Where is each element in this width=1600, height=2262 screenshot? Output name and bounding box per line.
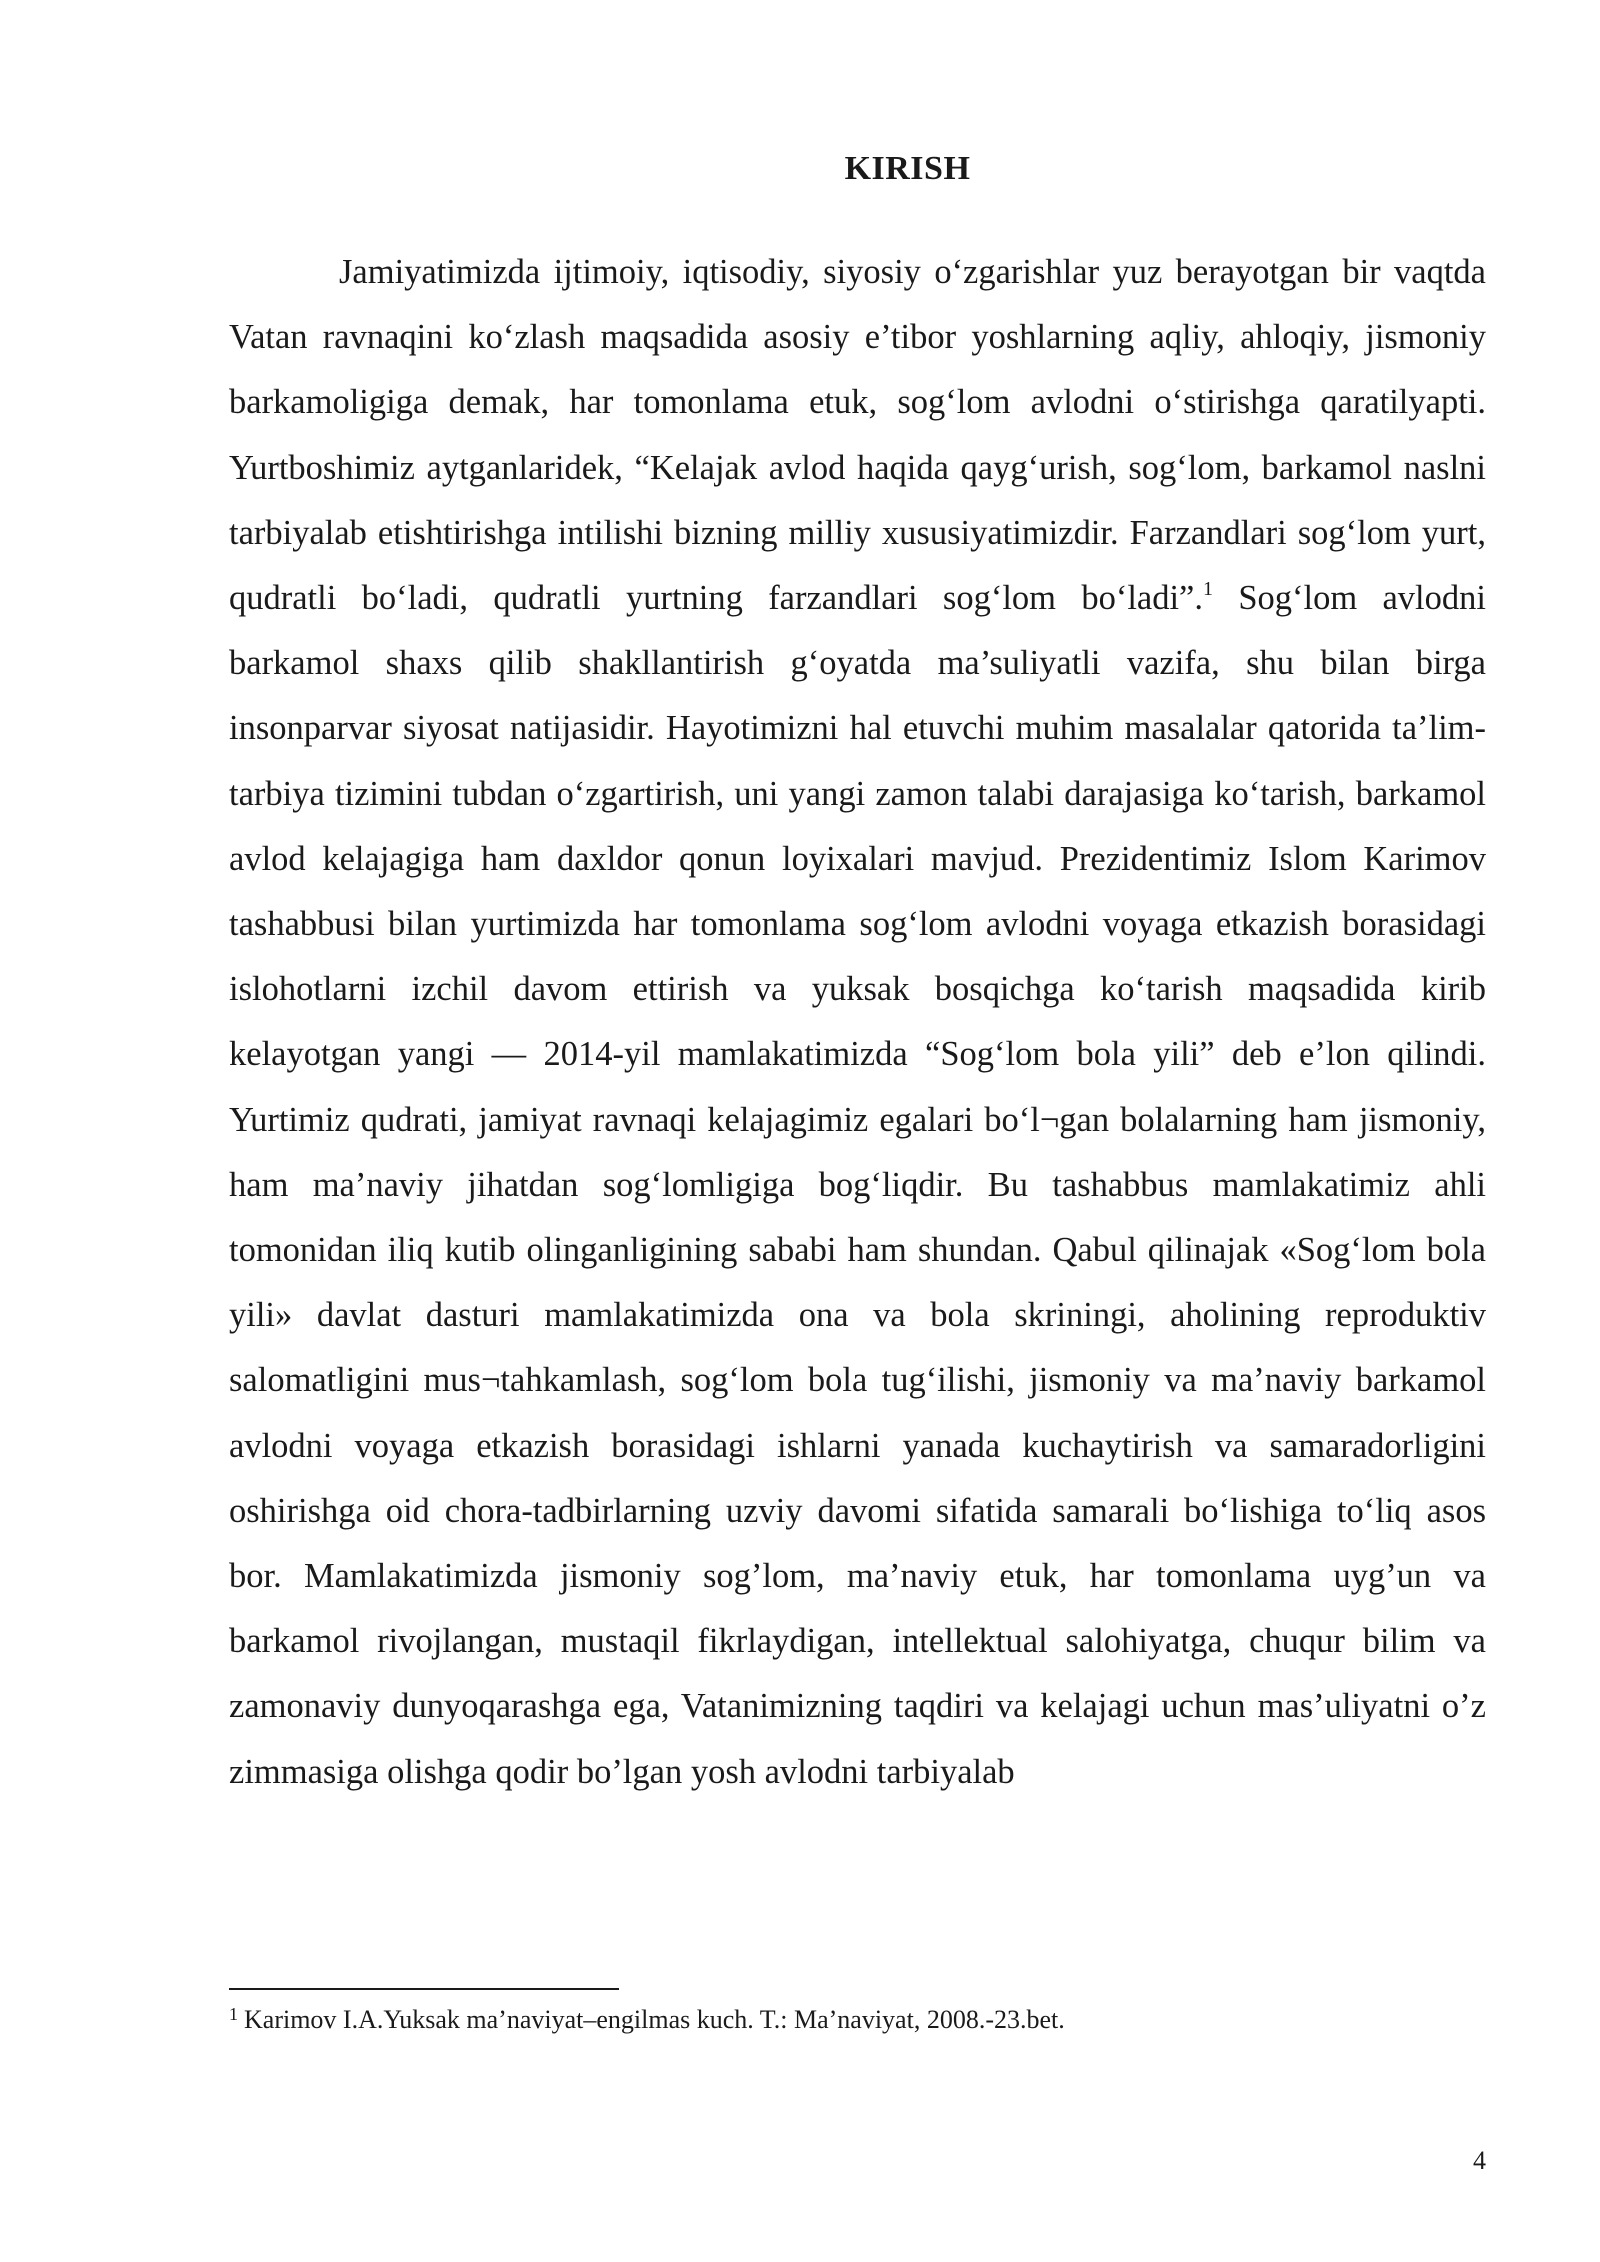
footnote-marker: 1 [229,2004,238,2024]
paragraph-text-before-note: Jamiyatimizda ijtimoiy, iqtisodiy, siyosiy o‘zgarishlar yuz berayotgan bir vaqtda Vatan ravnaqini ko‘zlash maqsadida asosiy e’tibor yoshlarning aqliy, ahloqiy, jismoniy barkamoligiga demak, har tomonlama etuk, sog‘lom avlodni o‘stirishga qaratilyapti. Yurtboshimiz aytganlaridek, “Kelajak avlod haqida qayg‘urish, sog‘lom, barkamol naslni tarbiyalab etishtirishga intilishi bizning milliy xususiyatimizdir. Farzandlari sog‘lom yurt, qudratli bo‘ladi, qudratli yurtning farzandlari sog‘lom bo‘ladi”. [229,253,1486,618]
footnote-text: Karimov I.A.Yuksak ma’naviyat–engilmas kuch. T.: Ma’naviyat, 2008.-23.bet. [244,2005,1065,2034]
paragraph-text-after-note: Sog‘lom avlodni barkamol shaxs qilib shakllantirish g‘oyatda ma’suliyatli vazifa, shu bilan birga insonparvar siyosat natijasidir. Hayotimizni hal etuvchi muhim masalalar qatorida ta’lim-tarbiya tizimini tubdan o‘zgartirish, uni yangi zamon talabi darajasiga ko‘tarish, barkamol avlod kelajagiga ham daxldor qonun loyixalari mavjud. Prezidentimiz Islom Karimov tashabbusi bilan yurtimizda har tomonlama sog‘lom avlodni voyaga etkazish borasidagi islohotlarni izchil davom ettirish va yuksak bosqichga ko‘tarish maqsadida kirib kelayotgan yangi — 2014-yil mamlakatimizda “Sog‘lom bola yili” deb e’lon qilindi. Yurtimiz qudrati, jamiyat ravnaqi kelajagimiz egalari bo‘l¬gan bolalarning ham jismoniy, ham ma’naviy jihatdan sog‘lomligiga bog‘liqdir. Bu tashabbus mamlakatimiz ahli tomonidan iliq kutib olinganligining sababi ham shundan. Qabul qilinajak «Sog‘lom bola yili» davlat dasturi mamlakatimizda ona va bola skriningi, aholining reproduktiv salomatligini mus¬tahkamlash, sog‘lom bola tug‘ilishi, jismoniy va ma’naviy barkamol avlodni voyaga etkazish borasidagi ishlarni yanada kuchaytirish va samaradorligini oshirishga oid chora-tadbirlarning uzviy davomi sifatida samarali bo‘lishiga to‘liq asos bor. Mamlakatimizda jismoniy sog’lom, ma’naviy etuk, har tomonlama uyg’un va barkamol rivojlangan, mustaqil fikrlaydigan, intellektual salohiyatga, chuqur bilim va zamonaviy dunyoqarashga ega, Vatanimizning taqdiri va kelajagi uchun mas’uliyatni o’z zimmasiga olishga qodir bo’lgan yosh avlodni tarbiyalab [229,579,1486,1791]
footnote-reference: 1 [1202,578,1213,601]
page-number: 4 [1473,2146,1486,2175]
body-paragraph [229,240,1486,1805]
page-title: KIRISH [844,150,971,187]
footnote [229,2002,1486,2038]
footnote-separator [229,1988,619,1990]
